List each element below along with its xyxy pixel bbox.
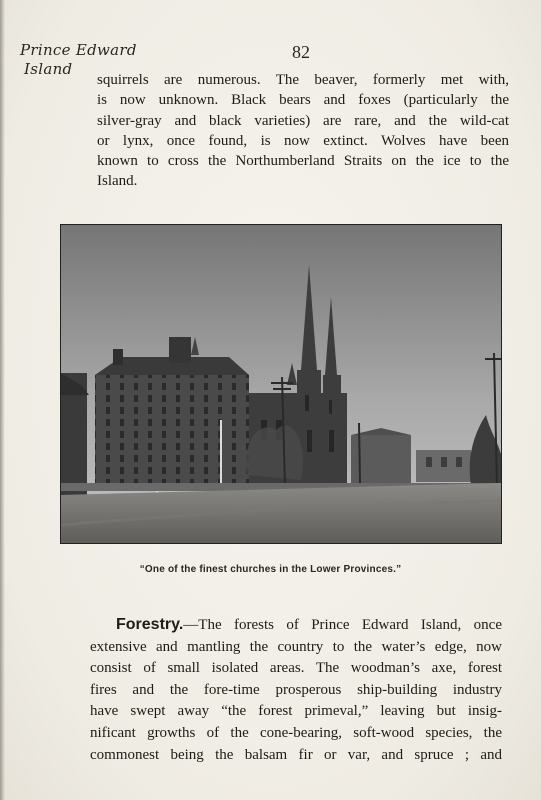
text-line: silver-gray and black varieties) are rare, and the wild-cat <box>97 112 509 129</box>
text-line: squirrels are numerous. The beaver, formerly met with, <box>97 72 509 88</box>
text-line <box>90 614 502 637</box>
body-paragraph-wildlife <box>97 70 509 192</box>
text-line: commonest being the balsam fir or var, and spruce ; and <box>90 746 502 763</box>
text-line-continuation: —The forests of Prince Edward Island, once <box>183 617 502 633</box>
running-head-line1: Prince Edward <box>20 41 137 59</box>
running-head-line2: Island <box>24 60 73 78</box>
page-binding-shadow <box>0 0 5 800</box>
text-line: Island. <box>97 173 138 190</box>
text-line: nificant growths of the cone-bearing, soft-wood species, the <box>90 724 502 741</box>
body-paragraph-forestry <box>90 614 502 766</box>
text-line: is now unknown. Black bears and foxes (particularly the <box>97 92 509 109</box>
text-line: or lynx, once found, is now extinct. Wolves have been <box>97 132 509 149</box>
text-line: have swept away “the forest primeval,” leaving but insig- <box>90 703 502 720</box>
photo-caption: “One of the finest churches in the Lower Provinces.” <box>139 564 402 575</box>
church-photo-illustration <box>61 225 502 544</box>
text-line: fires and the fore-time prosperous ship-building industry <box>90 681 502 698</box>
church-photograph <box>60 224 502 544</box>
section-heading-forestry: Forestry. <box>116 616 184 633</box>
text-line: known to cross the Northumberland Straits on the ice to the <box>97 153 509 170</box>
text-line: extensive and mantling the country to the water’s edge, now <box>90 638 502 655</box>
text-line: consist of small isolated areas. The woodman’s axe, forest <box>90 660 502 677</box>
page-number: 82 <box>292 42 310 62</box>
